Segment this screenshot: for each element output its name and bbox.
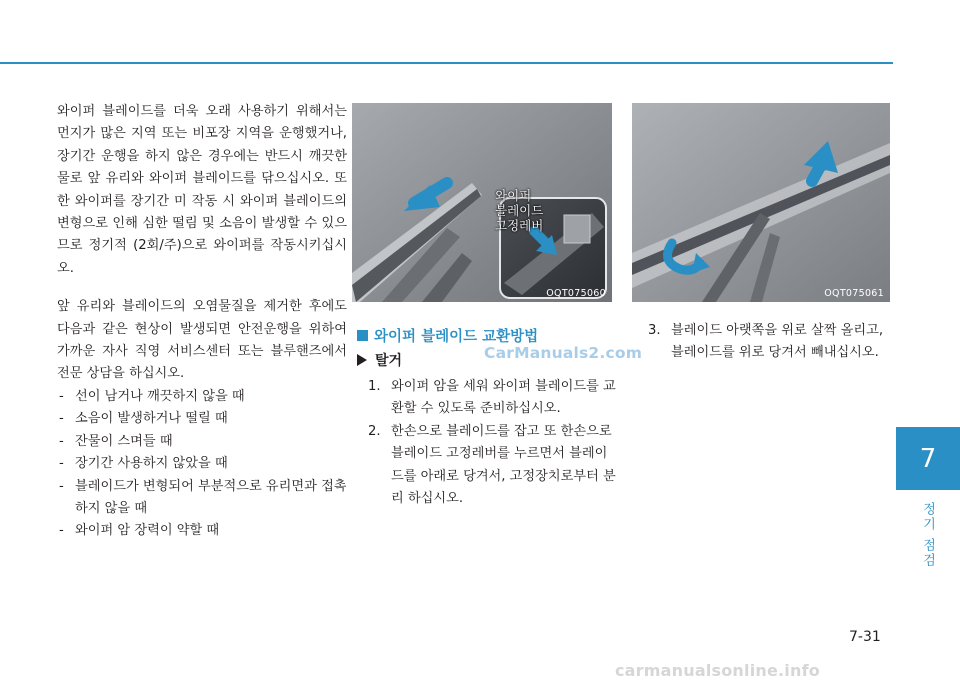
chapter-title: 정기 점검 [920,502,935,569]
symptom-paragraph: 앞 유리와 블레이드의 오염물질을 제거한 후에도 다음과 같은 현상이 발생되면 안전운행을 위하여 가까운 자사 직영 서비스센터 또는 블루핸즈에서 전문 상담을 하십시오. [57,299,347,382]
intro-column [57,101,347,543]
wiper-lever-illustration [352,103,612,302]
step-item [368,421,616,511]
page-number: 7-31 [849,629,881,645]
list-item: - 소음이 발생하거나 떨릴 때 [57,408,347,430]
callout-line: 블레이드 [495,203,544,218]
step-item [368,376,616,421]
removal-steps-continued [648,320,896,365]
watermark: carmanualsonline.info [615,661,820,680]
list-item: - 잔물이 스며들 때 [57,431,347,453]
intro-paragraph: 와이퍼 블레이드를 더욱 오래 사용하기 위해서는 먼지가 많은 지역 또는 비포장 지역을 운행했거나, 장기간 운행을 하지 않은 경우에는 반드시 깨끗한 물로 앞 유리와 와이퍼 블레이드를 닦으십시오. 또한 와이퍼를 장기간 미 작동 시 와이퍼 블레이드의 변형으로 인해 심한 떨림 및 소음이 발생할 수 있으므로 정기적 (2회/주)으로 와이퍼를 작동시키십시오. [57,104,347,276]
blade-removal-photo [632,103,890,302]
step-text: 블레이드 아랫쪽을 위로 살짝 올리고, 블레이드를 위로 당겨서 빼내십시오. [671,323,884,361]
header-rule [0,62,893,64]
subsection-title-text: 탈거 [375,353,403,369]
callout-line: 와이퍼 [495,188,532,203]
step-number: 3. [648,323,661,338]
figure-code: OQT075061 [824,288,884,299]
triangle-bullet-icon [357,354,367,366]
symptom-list [57,386,347,543]
step-text: 한손으로 블레이드를 잡고 또 한손으로 블레이드 고정레버를 누르면서 블레이드를 아래로 당겨서, 고정장치로부터 분리 하십시오. [391,423,616,507]
removal-steps [368,376,616,510]
watermark: CarManuals2.com [484,344,643,362]
lever-callout [495,188,543,233]
step-number: 1. [368,379,381,394]
square-bullet-icon [357,330,368,341]
list-item: - 장기간 사용하지 않았을 때 [57,453,347,475]
chapter-tab: 7 [896,427,960,490]
step-number: 2. [368,423,381,439]
figure-code: OQT075060 [546,288,606,299]
subsection-title [357,350,402,370]
blade-removal-illustration [632,103,890,302]
step-item [648,320,896,365]
wiper-lever-photo [352,103,612,302]
list-item: - 블레이드가 변형되어 부분적으로 유리면과 접촉하지 않을 때 [57,476,347,521]
section-title-text: 와이퍼 블레이드 교환방법 [374,329,539,345]
list-item: - 와이퍼 암 장력이 약할 때 [57,520,347,542]
step-text: 와이퍼 암을 세워 와이퍼 블레이드를 교환할 수 있도록 준비하십시오. [391,379,616,417]
section-title [357,325,538,346]
callout-line: 고정레버 [495,218,544,233]
list-item: - 선이 남거나 깨끗하지 않을 때 [57,386,347,408]
